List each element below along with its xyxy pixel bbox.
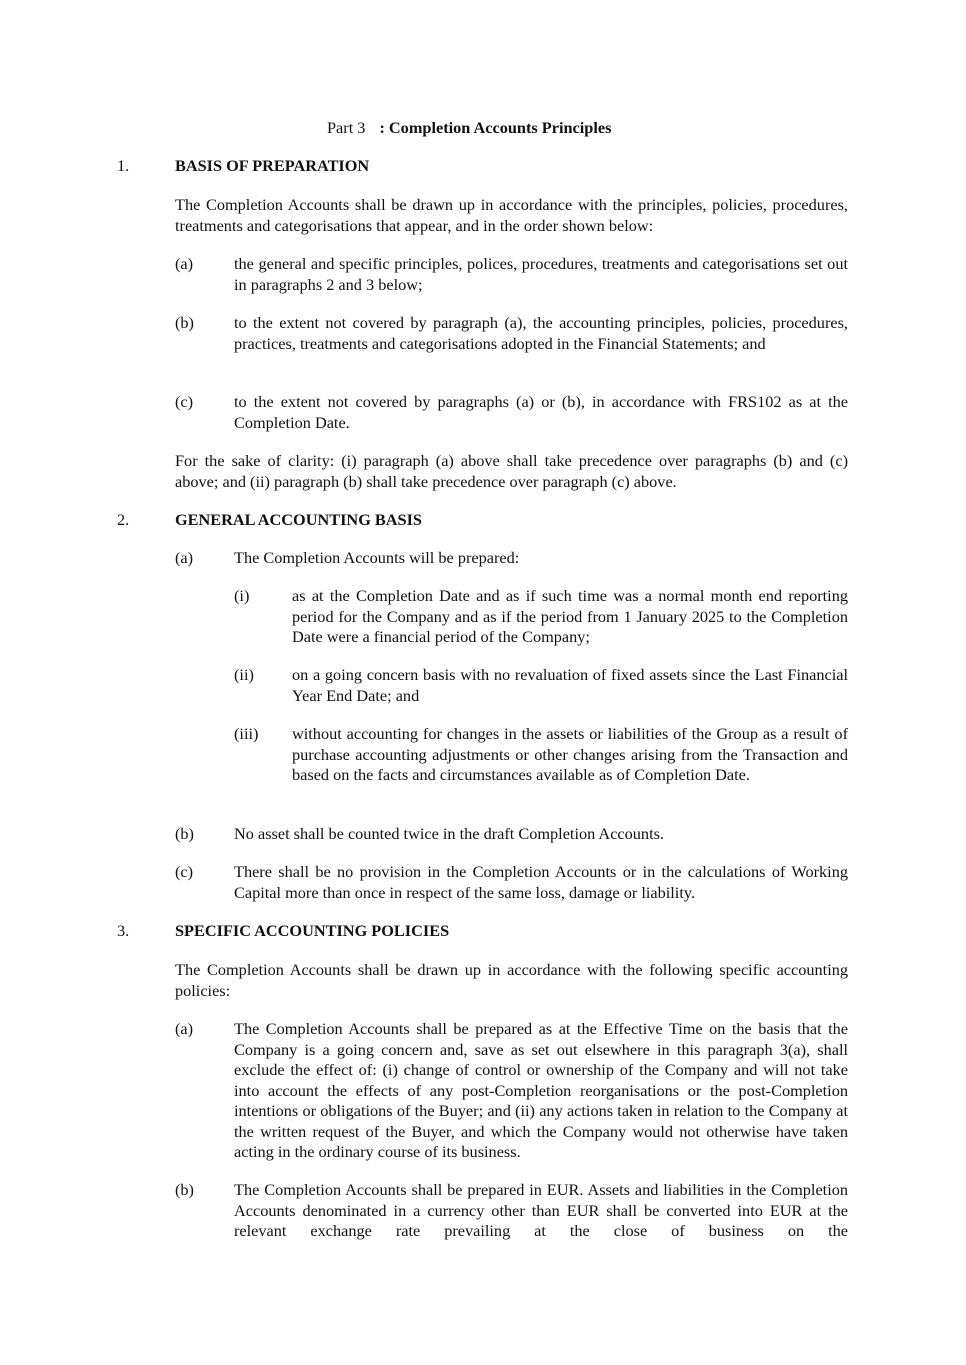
item-label: (c) (175, 862, 194, 881)
item-text: to the extent not covered by paragraphs (a) or (b), in accordance with FRS102 as at the Completion Date. (234, 392, 848, 432)
subitem-text: without accounting for changes in the assets or liabilities of the Group as a result of purchase accounting adjustments or other changes arising from the Transaction and based on the facts and circumstances available as of Completion Date. (292, 724, 848, 784)
section-heading (117, 510, 422, 531)
section-heading (117, 156, 369, 177)
part-title (327, 118, 611, 139)
section-title: GENERAL ACCOUNTING BASIS (175, 510, 422, 529)
part-number: Part 3 (327, 118, 366, 137)
item-text: The Completion Accounts shall be prepared in EUR. Assets and liabilities in the Completion Accounts denominated in a currency other than EUR shall be converted into EUR at the relevant exchange rate prevailing at the close of business on the (234, 1180, 848, 1240)
subitem-text: on a going concern basis with no revaluation of fixed assets since the Last Financial Year End Date; and (292, 665, 848, 705)
section-heading (117, 921, 449, 942)
item-label: (a) (175, 254, 194, 273)
item-label: (a) (175, 1019, 194, 1038)
section-title: SPECIFIC ACCOUNTING POLICIES (175, 921, 450, 940)
item-label: (c) (175, 392, 194, 411)
item-text: No asset shall be counted twice in the draft Completion Accounts. (234, 824, 664, 843)
part-heading: : Completion Accounts Principles (379, 118, 612, 137)
item-text: The Completion Accounts shall be prepared as at the Effective Time on the basis that the Company is a going concern and, save as set out elsewhere in this paragraph 3(a), shall exclude the effect of: (i) change of control or ownership of the Company and will not take into account the effects of any post-Completion reorganisations or the post-Completion intentions or obligations of the Buyer; and (ii) any actions taken in relation to the Company at the written request of the Buyer, and which the Company would not otherwise have taken acting in the ordinary course of its business. (234, 1019, 848, 1161)
subitem-text: as at the Completion Date and as if such time was a normal month end reporting period for the Company and as if the period from 1 January 2025 to the Completion Date were a financial period of the Company; (292, 586, 848, 646)
subitem-label: (iii) (234, 724, 259, 743)
section-title: BASIS OF PREPARATION (175, 156, 370, 175)
section-intro: The Completion Accounts shall be drawn up in accordance with the principles, policies, procedures, treatments and categorisations that appear, and in the order shown below: (175, 195, 848, 235)
item-label: (b) (175, 824, 194, 843)
item-text: the general and specific principles, polices, procedures, treatments and categorisations set out in paragraphs 2 and 3 below; (234, 254, 848, 294)
section-number: 1. (117, 156, 130, 175)
section-number: 2. (117, 510, 130, 529)
item-label: (b) (175, 313, 194, 332)
item-text: There shall be no provision in the Completion Accounts or in the calculations of Working Capital more than once in respect of the same loss, damage or liability. (234, 862, 848, 902)
item-text: to the extent not covered by paragraph (a), the accounting principles, policies, procedures, practices, treatments and categorisations adopted in the Financial Statements; and (234, 313, 848, 353)
item-text: The Completion Accounts will be prepared: (234, 548, 520, 567)
section-intro: The Completion Accounts shall be drawn up in accordance with the following specific accounting policies: (175, 960, 848, 1000)
item-label: (a) (175, 548, 194, 567)
item-label: (b) (175, 1180, 194, 1199)
section-closing: For the sake of clarity: (i) paragraph (a) above shall take precedence over paragraphs (b) and (c) above; and (ii) paragraph (b) shall take precedence over paragraph (c) above. (175, 451, 848, 491)
subitem-label: (ii) (234, 665, 254, 684)
subitem-label: (i) (234, 586, 250, 605)
section-number: 3. (117, 921, 130, 940)
